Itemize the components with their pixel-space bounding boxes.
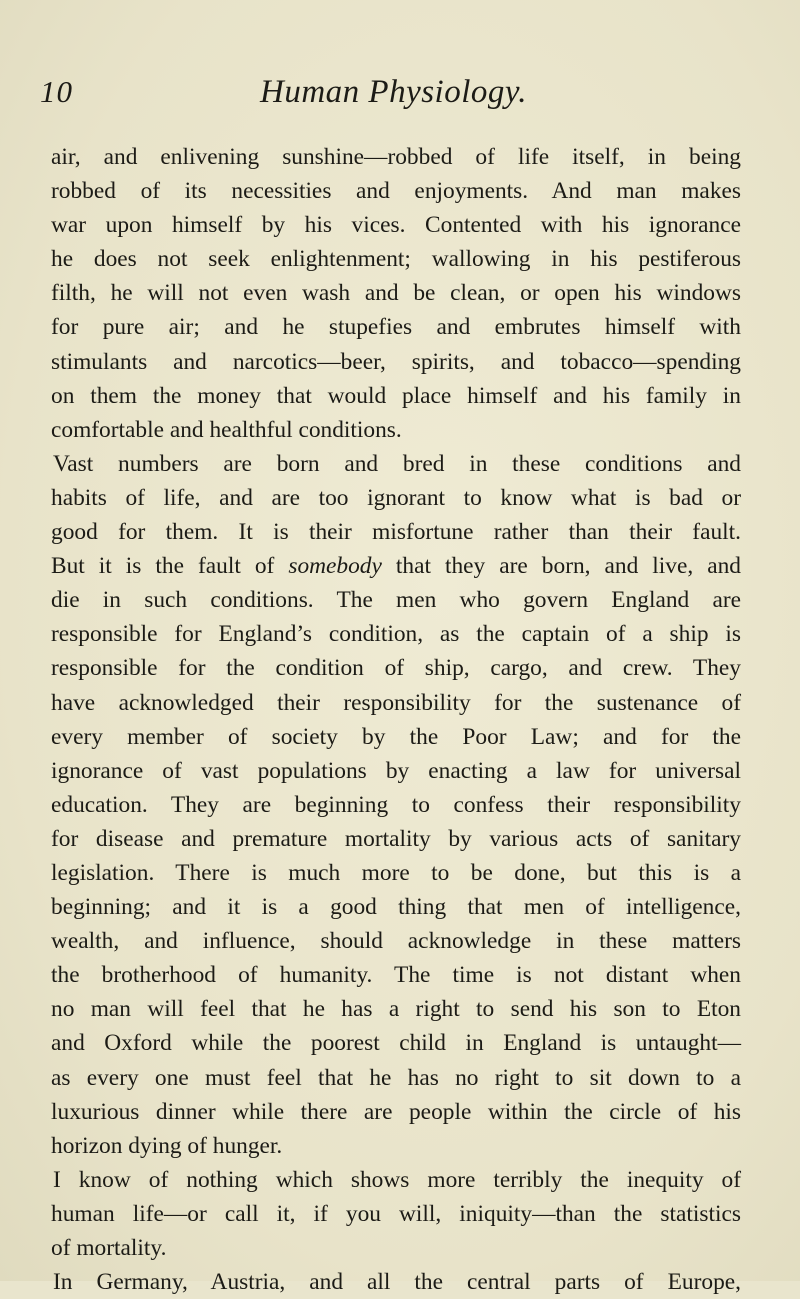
text-line: stimulants and narcotics—beer, spirits, and tobacco—spending	[51, 348, 741, 375]
text-line: air, and enlivening sunshine—robbed of life itself, in being	[51, 144, 741, 170]
text-line-paragraph-end: horizon dying of hunger.	[51, 1132, 283, 1159]
text-line-paragraph-end: comfortable and healthful conditions.	[51, 416, 402, 443]
running-title: Human Physiology.	[260, 74, 527, 110]
text-line-paragraph-start: In Germany, Austria, and all the central parts of Europe,	[53, 1269, 741, 1296]
emphasized-word: somebody	[288, 553, 382, 580]
text-line: war upon himself by his vices. Contented with his ignorance	[51, 212, 741, 239]
text-line: good for them. It is their misfortune rather than their fault.	[51, 519, 741, 546]
text-line: habits of life, and are too ignorant to know what is bad or	[51, 484, 741, 511]
text-line: education. They are beginning to confess their responsibility	[51, 791, 741, 818]
text-line: responsible for England’s condition, as the captain of a ship is	[51, 621, 741, 648]
text-line: for pure air; and he stupefies and embrutes himself with	[51, 314, 741, 341]
text-line: human life—or call it, if you will, iniquity—than the statistics	[51, 1200, 741, 1227]
text-line: he does not seek enlightenment; wallowing in his pestiferous	[51, 246, 741, 273]
text-line: die in such conditions. The men who govern England are	[51, 587, 741, 614]
page-number: 10	[40, 74, 73, 109]
running-head	[40, 74, 740, 114]
text-line: robbed of its necessities and enjoyments. And man makes	[51, 178, 741, 205]
text-line: on them the money that would place himself and his family in	[51, 382, 741, 409]
text-line: luxurious dinner while there are people within the circle of his	[51, 1098, 741, 1125]
text-segment: But it is the fault of	[51, 553, 289, 580]
text-line: as every one must feel that he has no right to sit down to a	[51, 1064, 741, 1091]
text-line-paragraph-start: I know of nothing which shows more terribly the inequity of	[53, 1166, 741, 1193]
text-line: the brotherhood of humanity. The time is not distant when	[51, 962, 741, 989]
text-line: wealth, and influence, should acknowledge in these matters	[51, 928, 741, 955]
text-line-paragraph-start: Vast numbers are born and bred in these conditions and	[53, 450, 741, 477]
text-line: responsible for the condition of ship, cargo, and crew. They	[51, 655, 741, 682]
text-line: have acknowledged their responsibility for the sustenance of	[51, 689, 741, 716]
text-line: filth, he will not even wash and be clean, or open his windows	[51, 280, 741, 307]
text-line-paragraph-end: of mortality.	[51, 1235, 167, 1261]
text-line: ignorance of vast populations by enacting a law for universal	[51, 757, 741, 784]
text-line: beginning; and it is a good thing that men of intelligence,	[51, 894, 741, 921]
body-text	[51, 140, 741, 1299]
text-line: every member of society by the Poor Law; and for the	[51, 723, 741, 750]
text-segment: that they are born, and live, and	[381, 553, 741, 580]
text-line: for disease and premature mortality by various acts of sanitary	[51, 825, 741, 852]
text-line: and Oxford while the poorest child in England is untaught—	[51, 1030, 741, 1057]
text-line: no man will feel that he has a right to send his son to Eton	[51, 996, 741, 1023]
text-line-with-emphasis	[51, 549, 741, 583]
text-line: legislation. There is much more to be done, but this is a	[51, 859, 741, 886]
